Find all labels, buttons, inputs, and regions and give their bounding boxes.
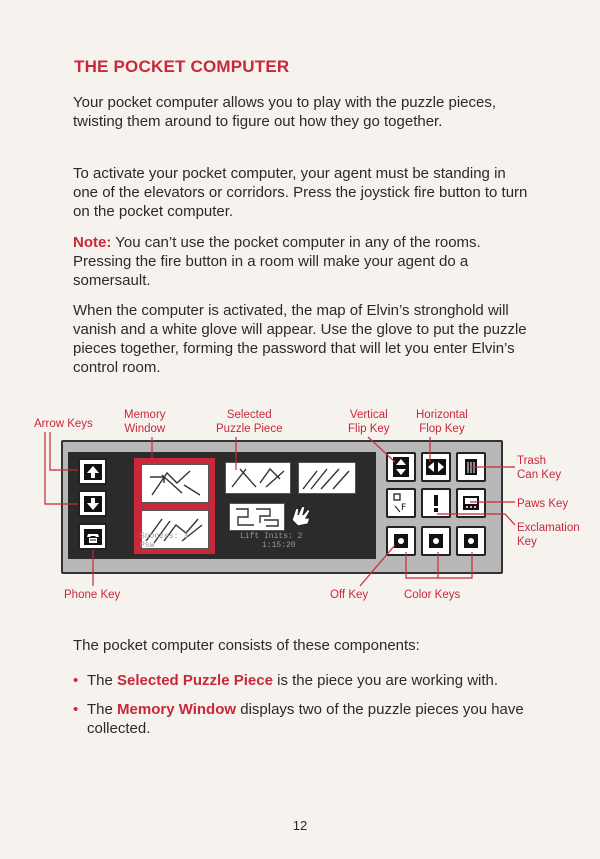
term-memory-window: Memory Window — [117, 701, 237, 718]
label-vertical-flip: Vertical Flip Key — [348, 409, 390, 435]
components-intro: The pocket computer consists of these components: — [73, 637, 420, 654]
label-phone: Phone Key — [64, 589, 121, 601]
time-readout: 1:15:20 — [262, 541, 296, 550]
activation-paragraph: To activate your pocket computer, your agent must be standing in one of the elevators or corridors. Press the joystick fire button to turn on the pocket computer. — [73, 165, 528, 220]
page-number: 12 — [292, 818, 308, 833]
intro-paragraph: Your pocket computer allows you to play with the puzzle pieces, twisting them around to figure out how they go together. — [73, 94, 497, 130]
note-label: Note: — [73, 234, 112, 251]
glove-paragraph: When the computer is activated, the map of Elvin’s stronghold will vanish and a white glove will appear. Use the glove to put the puzzle pieces together, forming the password that will let you enter Elvin’s control room. — [73, 302, 527, 376]
note-text: You can’t use the pocket computer in any of the rooms. Pressing the fire button in a room will make your agent do a somersault. — [73, 234, 481, 289]
label-horizontal-flop: Horizontal Flop Key — [416, 409, 468, 435]
label-arrow-keys: Arrow Keys — [34, 418, 93, 430]
term-selected-piece: Selected Puzzle Piece — [117, 672, 273, 689]
label-memory-window: Memory Window — [124, 409, 166, 435]
list-item: • The Memory Window displays two of the puzzle pieces you have collected. — [73, 701, 524, 737]
password-readout: Psw — [140, 541, 155, 550]
component-list — [73, 671, 533, 748]
label-trash-can: Trash Can Key — [517, 455, 562, 481]
list-item: • The Selected Puzzle Piece is the piece you are working with. — [73, 672, 499, 689]
lift-inits-readout: Lift Inits: 2 — [240, 532, 303, 541]
label-color-keys: Color Keys — [404, 589, 461, 601]
page-heading: THE POCKET COMPUTER — [74, 57, 290, 76]
svg-text:F: F — [401, 503, 407, 513]
label-off: Off Key — [330, 589, 369, 601]
label-exclamation: Exclamation Key — [517, 522, 580, 548]
snoozes-readout: Snoozes: 3 — [140, 532, 189, 541]
label-paws: Paws Key — [517, 498, 569, 510]
label-selected-piece: Selected Puzzle Piece — [216, 409, 283, 435]
